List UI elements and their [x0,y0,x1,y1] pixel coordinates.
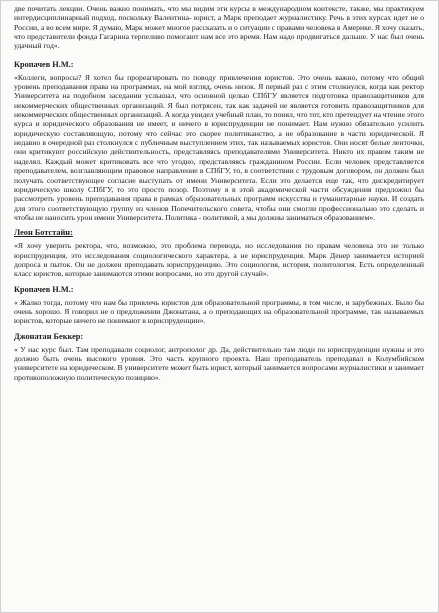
speaker-name: Кропачев Н.М.: [14,59,74,69]
speech-paragraph: «Я хочу уверить ректора, что, возможно, это проблема перевода, но исследования по правам человека это не только юриспруденция, это исследования социологического характера, а не юриспруденция. Марк Денер занимается историей допроса и пыток. Он не должен преподавать юриспруденцию. Это социология, история, политология. Есть определенный класс юристов, которые занимаются этими вопросами, но это другой случай». [14,241,424,279]
speaker-block-botstein [14,228,424,278]
speaker-block-kropachev-1 [14,60,424,223]
intro-paragraph: две почитать лекции. Очень важно понимать, что мы видим эти курсы в международном контексте, также, мы практикуем интердисциплинарный подход, поскольку Валентина- юрист, а Марк преподает журналистику. Речь в этих курсах идет не о России, а во всем мире. Я думаю, Марк может многое рассказать и о ситуации с правами человека в Америке. Я хочу сказать, что представители фонда Гагарина терпеливо помогают нам все это время. Нам надо продвигаться дальше. У нас был очень удачный год». [14,4,424,51]
speaker-name: Леон Ботстайн: [14,228,73,238]
speech-paragraph: « Жалко тогда, потому что нам бы привлечь юристов для образовательной программы, в том числе, и зарубежных. Было бы очень хорошо. Я говорил не о предложении Джонатана, а о преподающих на образовательной программе, так называемых юристов, которые ничего не понимают в юриспруденции». [14,297,424,326]
speech-paragraph: «Коллеги, вопросы? Я хотел бы прореагировать по поводу привлечения юристов. Это очень важно, потому что общий уровень преподавания права на программах, на мой взгляд, очень низок. Я первый раз с этим столкнулся, когда как ректор Университета на подобном заседании услышал, что основной целью СПбГУ является подготовка правозащитников для некоммерческих общественных организаций. Я был потрясен, так как задачей не является готовить правозащитников для некоммерческих общественных организаций. А когда увидел учебный план, то понял, что тот, кто претендует на чтение этого курса и юридического образования не имеет, и ничего в юриспруденции не понимает. Нам нужно обязательно усилить юридическую составляющую, потому что сейчас это скорее политиканство, а не образование в части юридической. Я недавно в очередной раз столкнулся с публичным выступлением этих, так называемых юристов. Они носят белые ленточки, они критикуют российскую действительность, представляясь преподавателями Университета. Никто их правом таким не наделял. Каждый может критиковать все что угодно, представляясь гражданином России. Если человек представляется преподавателем, возглавляющим правовое направление в СПбГУ, то, в соответствии с трудовым договором, он должен был получать соответствующее согласие выступать от имени Университета. Если это делается еще так, что дискредитирует юридическую школу СПбГУ, то это просто позор. Поэтому я в этой академической части обсуждения предложил бы рассмотреть уровень преподавания права в рамках образовательных программ искусства и гуманитарные науки. И создать для этого соответствующую группу из членов Попечительского совета, чтобы они смогли профессионально это сделать и чтобы не наносить урон имени Университета. Политика - политикой, а мы должны заниматься образованием». [14,72,424,222]
speaker-name: Джонатан Беккер: [14,331,84,341]
speaker-block-becker [14,332,424,382]
speech-paragraph: « У нас курс был. Там преподавали социолог, антрополог др. Да, действительно там люди по юриспруденции нужны и это должно быть очень высокого уровня. Это часть крупного проекта. Наш преподаватель преподавал в Колумбийском университете на юридическом. В университете может быть юрист, который занимается вопросами журналистики и занимает противоположную политическую позицию». [14,344,424,382]
speaker-block-kropachev-2 [14,285,424,326]
speaker-name: Кропачев Н.М.: [14,284,74,294]
